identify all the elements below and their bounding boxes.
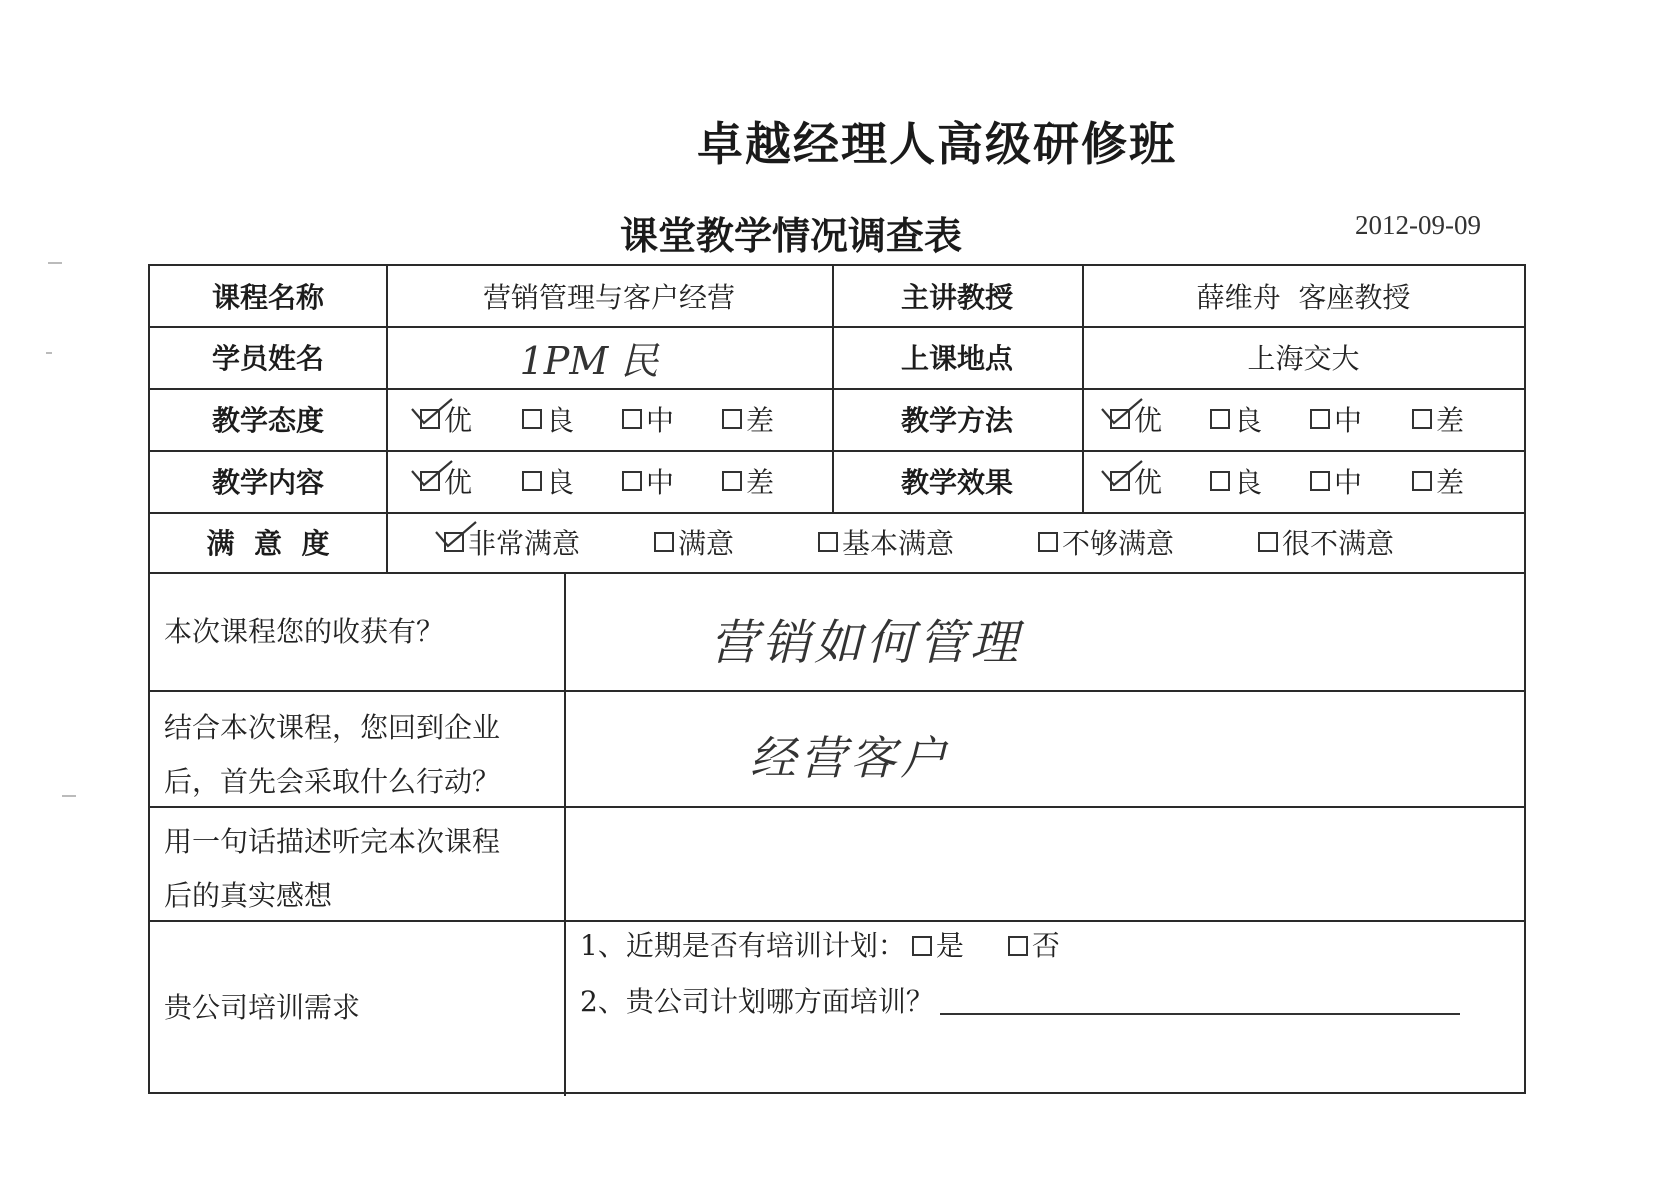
checkbox-checked[interactable]: [420, 471, 440, 491]
training-area-input-line[interactable]: [940, 989, 1460, 1015]
question-feeling-line2: 后的真实感想: [164, 879, 333, 912]
checkbox[interactable]: [1310, 409, 1330, 429]
checkbox[interactable]: [654, 532, 674, 552]
student-cell: [386, 326, 832, 388]
checkmark-icon: [410, 459, 454, 489]
option-label: 差: [746, 466, 775, 499]
option-label: 良: [1234, 404, 1263, 437]
checkbox-checked[interactable]: [1110, 409, 1130, 429]
satisfaction-options: [386, 512, 1525, 572]
effect-label: 教学效果: [900, 466, 1013, 499]
checkbox[interactable]: [622, 409, 642, 429]
option-label: 差: [1436, 404, 1465, 437]
satisfaction-label: 满 意 度: [206, 527, 330, 560]
option-label: 优: [444, 466, 473, 499]
checkbox[interactable]: [1310, 471, 1330, 491]
option-label: 不够满意: [1062, 527, 1175, 560]
attitude-label: 教学态度: [211, 404, 324, 437]
satisfaction-option-satisfied[interactable]: [654, 522, 734, 562]
form-date: 2012-09-09: [1355, 210, 1481, 240]
effect-option-excellent[interactable]: [1110, 461, 1162, 501]
content-label: 教学内容: [211, 466, 324, 499]
option-label: 非常满意: [468, 527, 581, 560]
content-option-good[interactable]: [522, 461, 574, 501]
option-label: 良: [546, 404, 575, 437]
checkbox[interactable]: [722, 409, 742, 429]
checkmark-icon: [434, 520, 478, 550]
checkbox[interactable]: [818, 532, 838, 552]
option-label: 优: [1134, 404, 1163, 437]
effect-option-good[interactable]: [1210, 461, 1262, 501]
satisfaction-option-insufficient[interactable]: [1038, 522, 1174, 562]
method-label: 教学方法: [900, 404, 1013, 437]
attitude-option-excellent[interactable]: [420, 399, 472, 439]
option-label: 中: [1334, 404, 1363, 437]
option-label: 是: [935, 929, 964, 962]
checkbox-checked[interactable]: [420, 409, 440, 429]
option-label: 差: [746, 404, 775, 437]
form-title: 卓越经理人高级研修班: [697, 117, 1177, 171]
scan-speck: [46, 352, 52, 354]
method-option-excellent[interactable]: [1110, 399, 1162, 439]
option-label: 良: [1234, 466, 1263, 499]
answer-harvest-handwritten[interactable]: 营销如何管理: [710, 615, 1023, 671]
checkbox-checked[interactable]: [444, 532, 464, 552]
effect-options: [1082, 450, 1525, 512]
attitude-option-medium[interactable]: [622, 399, 674, 439]
method-options: [1082, 388, 1525, 450]
method-option-good[interactable]: [1210, 399, 1262, 439]
form-subtitle: 课堂教学情况调查表: [620, 214, 963, 258]
training-plan-row: [580, 916, 1060, 976]
option-label: 中: [646, 466, 675, 499]
checkbox[interactable]: [912, 936, 932, 956]
option-label: 优: [1134, 466, 1163, 499]
satisfaction-option-very-dissatisfied[interactable]: [1258, 522, 1394, 562]
training-area-row: [580, 972, 1460, 1032]
checkmark-icon: [1100, 459, 1144, 489]
checkbox[interactable]: [1038, 532, 1058, 552]
option-label: 满意: [678, 527, 735, 560]
attitude-options: [386, 388, 832, 450]
student-name-handwritten[interactable]: 1PM 民: [519, 338, 659, 383]
checkmark-icon: [1100, 397, 1144, 427]
effect-option-medium[interactable]: [1310, 461, 1362, 501]
checkmark-icon: [410, 397, 454, 427]
method-option-poor[interactable]: [1412, 399, 1464, 439]
answer-action-handwritten[interactable]: 经营客户: [750, 731, 950, 785]
training-plan-no[interactable]: [1008, 916, 1060, 976]
course-label: 课程名称: [211, 281, 324, 314]
satisfaction-option-basic[interactable]: [818, 522, 954, 562]
attitude-option-good[interactable]: [522, 399, 574, 439]
survey-table: [148, 264, 1526, 1094]
question-training-needs: 贵公司培训需求: [164, 991, 361, 1024]
question-harvest: 本次课程您的收获有？: [164, 615, 445, 648]
option-label: 优: [444, 404, 473, 437]
attitude-option-poor[interactable]: [722, 399, 774, 439]
checkbox[interactable]: [1210, 409, 1230, 429]
question-action-line1: 结合本次课程，您回到企业: [164, 711, 501, 744]
option-label: 良: [546, 466, 575, 499]
checkbox[interactable]: [1210, 471, 1230, 491]
checkbox[interactable]: [722, 471, 742, 491]
content-option-excellent[interactable]: [420, 461, 472, 501]
location-value: 上海交大: [1247, 342, 1360, 375]
lecturer-value: 薛维舟 客座教授: [1196, 281, 1411, 314]
training-area-question: 2、贵公司计划哪方面培训？: [580, 985, 934, 1018]
checkbox[interactable]: [1258, 532, 1278, 552]
content-option-medium[interactable]: [622, 461, 674, 501]
row-divider: [150, 572, 1525, 574]
checkbox[interactable]: [1412, 471, 1432, 491]
effect-option-poor[interactable]: [1412, 461, 1464, 501]
content-options: [386, 450, 832, 512]
student-label: 学员姓名: [211, 342, 324, 375]
training-plan-question: 1、近期是否有培训计划：: [580, 929, 906, 962]
question-feeling-line1: 用一句话描述听完本次课程: [164, 825, 501, 858]
option-label: 基本满意: [842, 527, 955, 560]
content-option-poor[interactable]: [722, 461, 774, 501]
checkbox[interactable]: [522, 471, 542, 491]
checkbox[interactable]: [1008, 936, 1028, 956]
option-label: 中: [1334, 466, 1363, 499]
option-label: 否: [1031, 929, 1060, 962]
checkbox-checked[interactable]: [1110, 471, 1130, 491]
option-label: 差: [1436, 466, 1465, 499]
answer-feeling-field[interactable]: [566, 806, 1525, 920]
checkbox[interactable]: [1412, 409, 1432, 429]
scan-speck: [48, 262, 62, 264]
training-plan-yes[interactable]: [912, 916, 964, 976]
checkbox[interactable]: [622, 471, 642, 491]
location-label: 上课地点: [900, 342, 1013, 375]
satisfaction-option-very[interactable]: [444, 522, 580, 562]
option-label: 中: [646, 404, 675, 437]
lecturer-label: 主讲教授: [900, 281, 1013, 314]
method-option-medium[interactable]: [1310, 399, 1362, 439]
checkbox[interactable]: [522, 409, 542, 429]
option-label: 很不满意: [1282, 527, 1395, 560]
course-value: 营销管理与客户经营: [482, 281, 735, 314]
scan-speck: [62, 795, 76, 797]
question-action-line2: 后，首先会采取什么行动？: [164, 765, 501, 798]
row-divider: [150, 690, 1525, 692]
